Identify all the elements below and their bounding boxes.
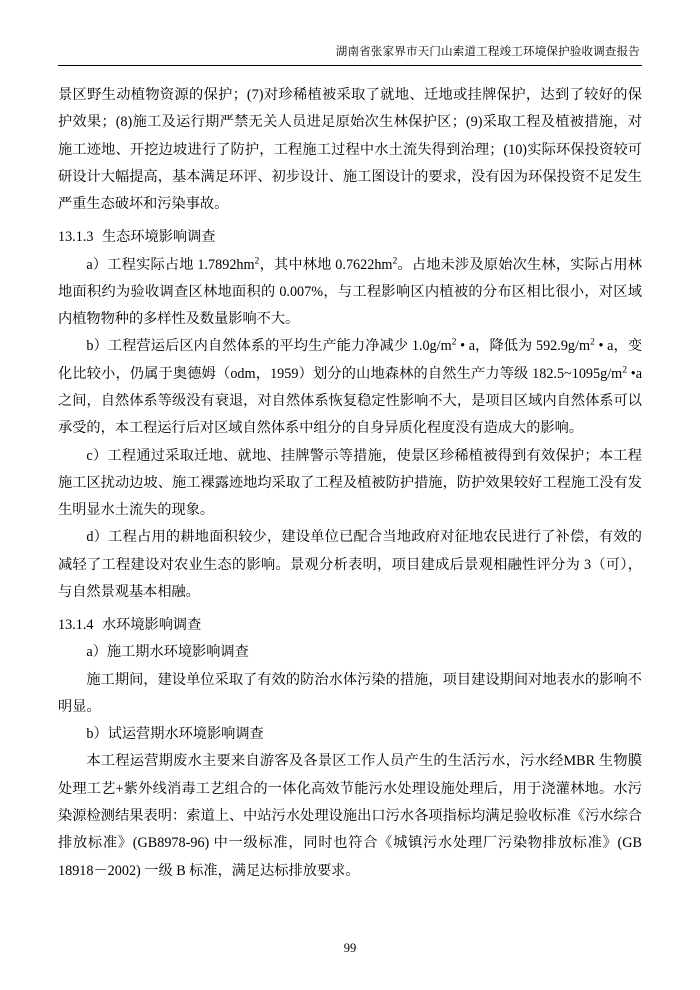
superscript: 2 <box>590 336 595 348</box>
subheading-b-trial-water: b）试运营期水环境影响调查 <box>86 726 264 743</box>
paragraph-trial-water-body: 本工程运营期废水主要来自游客及各景区工作人员产生的生活污水，污水经MBR 生物膜处理工艺+紫外线消毒工艺组合的一体化高效节能污水处理设施处理后，用于浇灌林地。水污染源检测结果表明：索道上、中站污水处理设施出口污水各项指标均满足验收标准《污水综合排放标准》(GB8978-96) 中一级标准，同时也符合《城镇污水处理厂污染物排放标准》(GB 18918－2002) 一级 B 标准，满足达标排放要求。 <box>58 753 642 879</box>
paragraph-d-farmland: d）工程占用的耕地面积较少，建设单位已配合当地政府对征地农民进行了补偿，有效的减轻了工程建设对农业生态的影响。景观分析表明，项目建成后景观相融性评分为 3（可），与自然景观基本相融。 <box>58 529 642 600</box>
text-run: b）工程营运后区内自然体系的平均生产能力净减少 1.0g/m <box>86 338 452 355</box>
heading-13-1-4 <box>58 612 642 639</box>
subheading-a-construction-water: a）施工期水环境影响调查 <box>86 644 249 661</box>
heading-number: 13.1.4 <box>58 617 94 634</box>
page-number: 99 <box>343 941 357 955</box>
header-divider <box>58 65 642 66</box>
superscript: 2 <box>392 254 398 266</box>
paragraph-construction-water-body: 施工期间，建设单位采取了有效的防治水体污染的措施，项目建设期间对地表水的影响不明显。 <box>58 671 642 715</box>
superscript: 2 <box>254 254 260 266</box>
page-content <box>58 82 642 885</box>
paragraph-continuation: 景区野生动植物资源的保护；(7)对珍稀植被采取了就地、迁地或挂牌保护，达到了较好的保护效果；(8)施工及运行期严禁无关人员进足原始次生林保护区；(9)采取工程及植被措施，对施工迹地、开挖边坡进行了防护，工程施工过程中水土流失得到治理；(10)实际环保投资较可研设计大幅提高，基本满足环评、初步设计、施工图设计的要求，没有因为环保投资不足发生严重生态破坏和污染事故。 <box>58 87 642 213</box>
heading-text: 水环境影响调查 <box>101 617 202 634</box>
heading-13-1-3 <box>58 224 642 251</box>
superscript: 2 <box>451 336 457 348</box>
text-run: 。占地未涉及原始次生林，实际占用林地面积约为验收调查区林地面积的 0.007%，与工程影响区内植被的分布区相比很小，对区域内植物物种的多样性及数量影响不大。 <box>58 256 642 328</box>
text-run: • a，变化比较小，仍属于奥德姆（odm，1959）划分的山地森林的自然生产力等级 182.5~1095g/m <box>58 338 643 382</box>
paragraph-b-productivity <box>58 333 642 442</box>
page-header <box>58 44 642 65</box>
text-run: ，其中林地 0.7622hm <box>259 256 393 273</box>
text-run: a）工程实际占地 1.7892hm <box>86 256 255 273</box>
header-title: 湖南省张家界市天门山索道工程竣工环境保护验收调查报告 <box>335 46 640 58</box>
superscript: 2 <box>622 364 628 376</box>
text-run: • a，降低为 592.9g/m <box>456 338 590 355</box>
paragraph-a-land-use <box>58 252 642 334</box>
paragraph-c-protection: c）工程通过采取迁地、就地、挂牌警示等措施，使景区珍稀植被得到有效保护；本工程施工区扰动边坡、施工裸露迹地均采取了工程及植被防护措施，防护效果较好工程施工没有发生明显水土流失的现象。 <box>58 447 642 519</box>
heading-text: 生态环境影响调查 <box>101 229 216 246</box>
page-footer <box>0 941 700 956</box>
text-run: •a 之间，自然体系等级没有衰退，对自然体系恢复稳定性影响不大，是项目区域内自然体系可以承受的，本工程运行后对区域自然体系中组分的自身异质化程度没有造成大的影响。 <box>58 365 642 437</box>
heading-number: 13.1.3 <box>58 229 94 246</box>
